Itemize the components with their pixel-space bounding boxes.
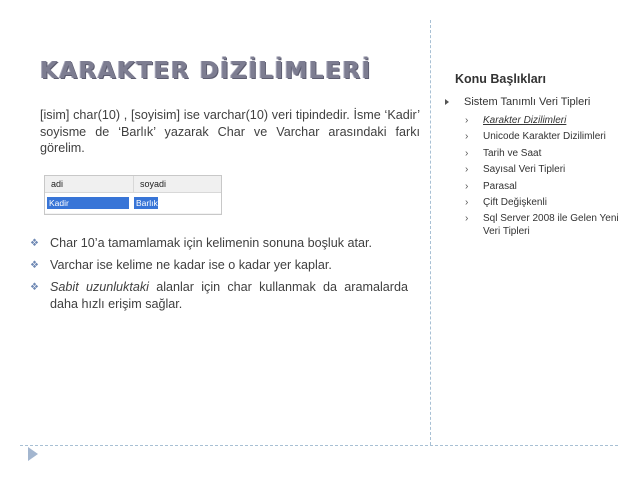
sidebar-item-parasal[interactable] — [465, 180, 630, 193]
grid-header — [45, 176, 221, 193]
chevron-right-icon: › — [465, 180, 469, 192]
sidebar-item-karakter-dizilimleri[interactable] — [465, 114, 630, 127]
sidebar-item-sayisal[interactable] — [465, 163, 630, 176]
grid-cell-adi[interactable]: Kadir — [47, 197, 129, 209]
chevron-right-icon: › — [465, 147, 469, 159]
sidebar-item-tarih-saat[interactable] — [465, 147, 630, 160]
next-arrow-icon — [28, 447, 38, 461]
bullet-item — [30, 279, 408, 313]
bullet-item — [30, 257, 408, 274]
chevron-right-icon: › — [465, 196, 469, 208]
bullet-text: Char 10’a tamamlamak için kelimenin sonuna boşluk atar. — [50, 236, 373, 250]
grid-header-soyadi: soyadi — [140, 179, 167, 189]
sidebar-item-unicode[interactable] — [465, 130, 630, 143]
slide-title: KARAKTER DİZİLİMLERİ — [40, 58, 372, 84]
sidebar-item-label: Unicode Karakter Dizilimleri — [483, 131, 606, 143]
chevron-right-icon: › — [465, 213, 469, 225]
diamond-bullet-icon: ❖ — [30, 282, 39, 293]
triangle-bullet-icon — [445, 99, 449, 105]
sidebar-item-label: Sql Server 2008 ile Gelen Yeni Veri Tipleri — [483, 213, 619, 238]
chevron-right-icon: › — [465, 115, 469, 126]
sidebar-item-label: Sayısal Veri Tipleri — [483, 164, 566, 176]
grid-header-adi: adi — [45, 176, 134, 192]
bullet-list — [30, 235, 408, 318]
sidebar-main-label: Sistem Tanımlı Veri Tipleri — [464, 96, 591, 108]
grid-cell-soyadi[interactable]: Barlık — [136, 198, 158, 208]
grid-row — [45, 193, 221, 213]
result-grid — [44, 175, 222, 215]
bullet-item — [30, 235, 408, 252]
bullet-text: alanlar için char kullanmak da aramalarda daha hızlı erişim sağlar. — [50, 280, 408, 311]
footer-divider — [20, 445, 618, 446]
vertical-divider — [430, 20, 431, 445]
sidebar-item-label: Parasal — [483, 180, 517, 192]
diamond-bullet-icon: ❖ — [30, 260, 39, 271]
bullet-emphasis: Sabit uzunluktaki — [50, 280, 149, 294]
diamond-bullet-icon: ❖ — [30, 238, 39, 249]
chevron-right-icon: › — [465, 131, 469, 143]
bullet-text: Varchar ise kelime ne kadar ise o kadar yer kaplar. — [50, 258, 332, 272]
sidebar-item-cift-degiskenli[interactable] — [465, 196, 630, 209]
sidebar-title: Konu Başlıkları — [455, 72, 546, 86]
sidebar-item-label: Çift Değişkenli — [483, 196, 547, 208]
sidebar-sub-list — [465, 114, 630, 242]
sidebar-item-label: Tarih ve Saat — [483, 147, 542, 159]
sidebar-item-label: Karakter Dizilimleri — [483, 115, 567, 126]
sidebar-item-sql-server-2008[interactable] — [465, 212, 630, 238]
chevron-right-icon: › — [465, 164, 469, 176]
intro-paragraph: [isim] char(10) , [soyisim] ise varchar(10) veri tipindedir. İsme ‘Kadir’ soyisme de ‘Barlık’ yazarak Char ve Varchar arasındaki farkı görelim. — [40, 108, 420, 155]
